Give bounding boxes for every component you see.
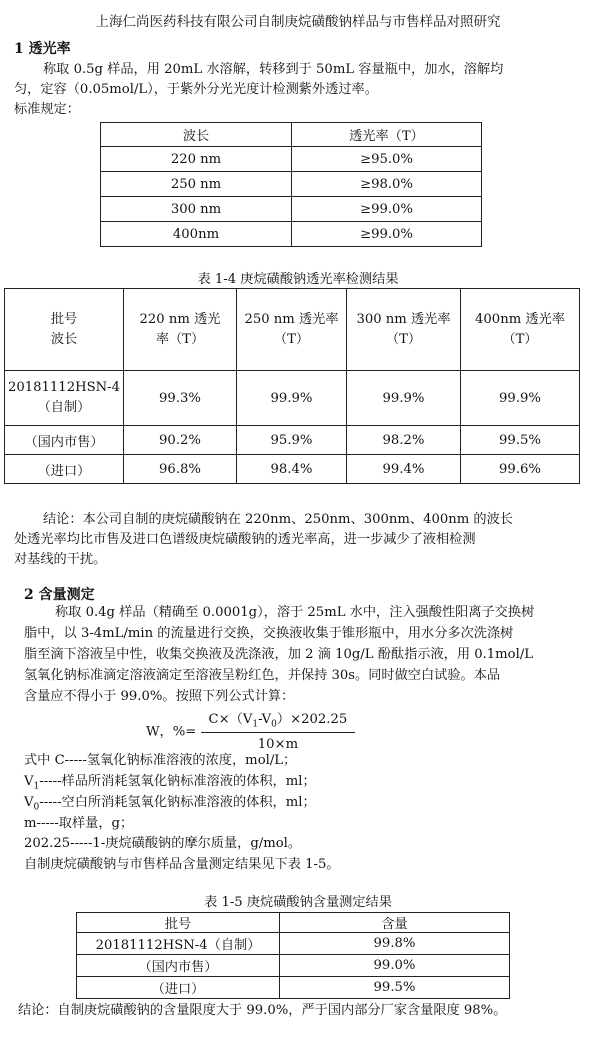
table-1-4-caption: 表 1-4 庚烷磺酸钠透光率检测结果 [197, 272, 399, 287]
t15-cell: 20181112HSN-4（自制） [77, 933, 280, 955]
formula-sub-0: 0 [271, 719, 277, 730]
formula-fraction [201, 708, 356, 752]
t14-header-220-l1: 220 nm 透光 [139, 311, 221, 327]
s1-conclusion-line-3: 对基线的干扰。 [14, 552, 107, 567]
table-1-5 [76, 912, 510, 999]
t14-header-batch-l1: 批号 [50, 311, 78, 327]
s2-paragraph-line-3: 脂至滴下溶液呈中性，收集交换液及洗涤液，加 2 滴 10g/L 酚酞指示液，用 0.1mol/L [24, 647, 534, 662]
s2-conclusion: 结论：自制庚烷磺酸钠的含量限度大于 99.0%，严于国内部分厂家含量限度 98%。 [18, 1003, 507, 1018]
s2-paragraph-line-4: 氢氧化钠标准滴定溶液滴定至溶液呈粉红色，并保持 30s。同时做空白试验。本品 [24, 668, 501, 683]
t14-cell: 95.9% [237, 426, 347, 455]
def-v1-text: -----样品所消耗氢氧化钠标准溶液的体积，ml； [39, 774, 316, 789]
s1-paragraph-line-1: 称取 0.5g 样品，用 20mL 水溶解，转移到于 50mL 容量瓶中，加水，溶解均 [43, 62, 504, 77]
t14-cell: 99.4% [347, 455, 461, 484]
t15-header-content: 含量 [280, 913, 510, 933]
formula-denominator: 10×m [257, 736, 299, 752]
t14-cell: （国内市售） [5, 426, 124, 455]
t14-header-batch [5, 289, 124, 371]
t14-cell: 90.2% [124, 426, 237, 455]
t15-cell: 99.0% [280, 955, 510, 977]
std-cell: ≥99.0% [292, 222, 482, 247]
formula-lhs: W，%= [146, 724, 197, 740]
t14-header-batch-l2: 波长 [50, 331, 78, 347]
s2-paragraph-line-5: 含量应不得小于 99.0%。按照下列公式计算： [24, 689, 295, 704]
def-c: 式中 C-----氢氧化钠标准溶液的浓度，mol/L； [24, 753, 297, 768]
section-1-heading: 1 透光率 [14, 41, 71, 57]
def-v0-symbol: V [24, 795, 34, 810]
t14-header-300-l2: （T） [385, 331, 422, 347]
formula [146, 708, 355, 752]
t14-cell: 99.5% [461, 426, 580, 455]
section-2-heading: 2 含量测定 [24, 587, 95, 603]
std-cell: 400nm [101, 222, 292, 247]
standard-label: 标准规定： [14, 102, 80, 117]
t14-header-220 [124, 289, 237, 371]
formula-num-part: C×（V [208, 712, 253, 727]
def-v0-sub: 0 [33, 802, 40, 813]
document-title: 上海仁尚医药科技有限公司自制庚烷磺酸钠样品与市售样品对照研究 [95, 14, 501, 30]
s2-paragraph-line-1: 称取 0.4g 样品（精确至 0.0001g），溶于 25mL 水中，注入强酸性阳离子交换树 [55, 605, 535, 620]
t14-cell: 99.9% [237, 371, 347, 426]
t14-cell: （进口） [5, 455, 124, 484]
t14-header-220-l2: 率（T） [155, 331, 205, 347]
t14-cell: 98.4% [237, 455, 347, 484]
s1-conclusion-line-2: 处透光率均比市售及进口色谱级庚烷磺酸钠的透光率高，进一步减少了液相检测 [14, 532, 476, 547]
t14-cell: 99.9% [347, 371, 461, 426]
t14-header-250-l1: 250 nm 透光率 [244, 311, 339, 327]
std-cell: ≥95.0% [292, 147, 482, 172]
def-molar-mass: 202.25-----1-庚烷磺酸钠的摩尔质量，g/mol。 [24, 836, 302, 851]
t14-cell: 99.6% [461, 455, 580, 484]
def-v1-sub: 1 [33, 781, 40, 792]
t14-header-400 [461, 289, 580, 371]
formula-numerator [201, 708, 356, 733]
t15-cell: 99.5% [280, 977, 510, 999]
t14-header-300-l1: 300 nm 透光率 [356, 311, 451, 327]
t14-header-400-l1: 400nm 透光率 [475, 311, 565, 327]
def-m: m-----取样量，g； [24, 816, 134, 831]
t14-cell: 99.9% [461, 371, 580, 426]
std-cell: ≥99.0% [292, 197, 482, 222]
t15-header-batch: 批号 [77, 913, 280, 933]
formula-sub-1: 1 [252, 719, 259, 730]
standard-table [100, 122, 482, 247]
t14-header-400-l2: （T） [502, 331, 538, 347]
t14-batch-l2: （自制） [37, 400, 91, 415]
t14-header-250-l2: （T） [273, 331, 310, 347]
s1-paragraph-line-2: 匀，定容（0.05mol/L），于紫外分光光度计检测紫外透过率。 [14, 82, 378, 97]
def-v1-symbol: V [24, 774, 34, 789]
t14-batch-l1: 20181112HSN-4 [7, 380, 121, 395]
std-cell: 220 nm [101, 147, 292, 172]
def-v0-text: -----空白所消耗氢氧化钠标准溶液的体积，ml； [39, 795, 316, 810]
t14-cell: 96.8% [124, 455, 237, 484]
s1-conclusion-line-1: 结论：本公司自制的庚烷磺酸钠在 220nm、250nm、300nm、400nm 的波长 [43, 512, 513, 527]
t15-cell: （国内市售） [77, 955, 280, 977]
t14-cell: 99.3% [124, 371, 237, 426]
formula-num-part: -V [258, 712, 272, 727]
table-1-5-intro: 自制庚烷磺酸钠与市售样品含量测定结果见下表 1-5。 [24, 857, 340, 872]
std-cell: 300 nm [101, 197, 292, 222]
formula-num-part: ）×202.25 [276, 712, 348, 727]
std-cell: ≥98.0% [292, 172, 482, 197]
table-1-4 [4, 288, 580, 484]
s2-paragraph-line-2: 脂中，以 3-4mL/min 的流量进行交换，交换液收集于锥形瓶中，用水分多次洗涤树 [24, 626, 514, 641]
t14-cell: 98.2% [347, 426, 461, 455]
table-1-5-caption: 表 1-5 庚烷磺酸钠含量测定结果 [204, 895, 392, 910]
t15-cell: 99.8% [280, 933, 510, 955]
t14-row-self-made-batch [5, 371, 124, 426]
t14-header-250 [237, 289, 347, 371]
t15-cell: （进口） [77, 977, 280, 999]
t14-header-300 [347, 289, 461, 371]
std-cell: 250 nm [101, 172, 292, 197]
std-header-wavelength: 波长 [101, 123, 292, 147]
std-header-transmittance: 透光率（T） [292, 123, 482, 147]
